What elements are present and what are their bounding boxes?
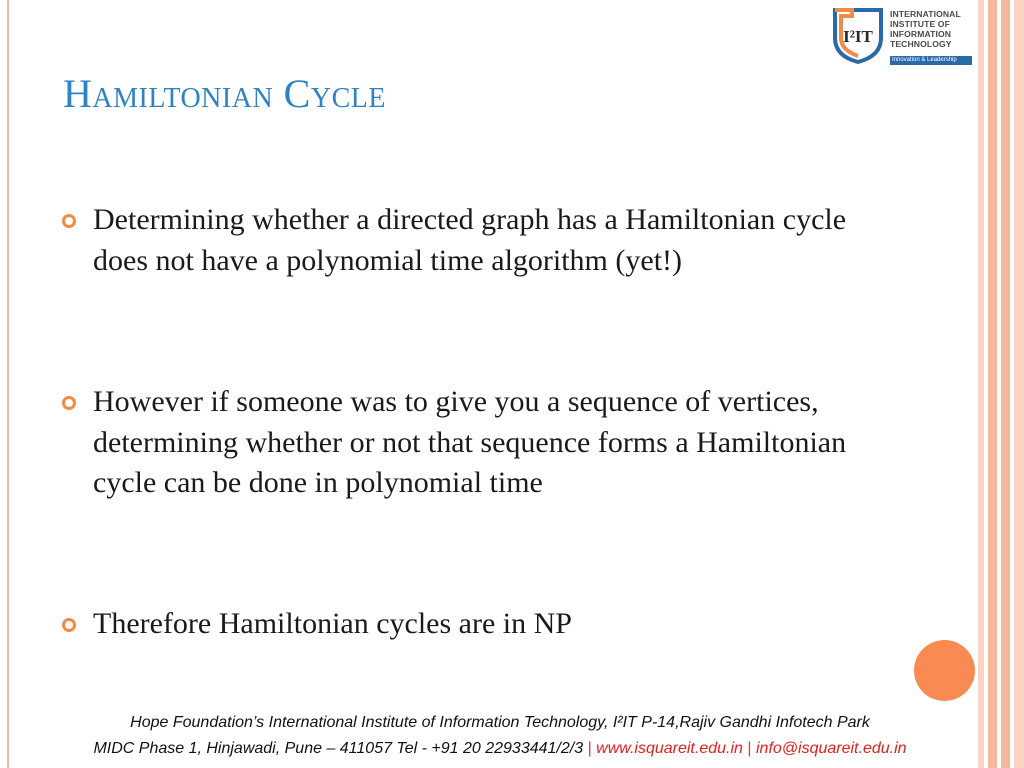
bullet-item xyxy=(62,200,862,281)
bullet-item xyxy=(62,382,862,504)
bullet-text: Determining whether a directed graph has a Hamiltonian cycle does not have a polynomial time algorithm (yet!) xyxy=(93,203,847,277)
bullet-ring-icon xyxy=(62,618,76,632)
i2it-logo xyxy=(832,8,974,68)
bullet-ring-icon xyxy=(62,396,76,410)
bullet-ring-icon xyxy=(62,214,76,228)
decorative-orange-circle xyxy=(914,640,975,701)
logo-institute-name: INTERNATIONAL INSTITUTE OF INFORMATION TECHNOLOGY xyxy=(890,9,961,49)
i2it-logo-mark xyxy=(832,8,884,64)
footer-address-line-1: Hope Foundation’s International Institute of Information Technology, I²IT P-14,Rajiv Gandhi Infotech Park xyxy=(130,714,870,731)
svg-text:I²IT: I²IT xyxy=(843,27,873,46)
slide-title: Hamiltonian Cycle xyxy=(63,71,386,116)
footer-address: MIDC Phase 1, Hinjawadi, Pune – 411057 Tel - +91 20 22933441/2/3 xyxy=(93,740,584,757)
logo-tagline: Innovation & Leadership xyxy=(890,56,972,65)
bullet-text: However if someone was to give you a sequence of vertices, determining whether or not that sequence forms a Hamiltonian cycle can be done in polynomial time xyxy=(93,385,847,499)
footer-address-line-2 xyxy=(0,740,1000,758)
footer-website-link[interactable]: www.isquareit.edu.in xyxy=(596,740,743,757)
left-border-line xyxy=(7,0,9,768)
footer-separator: | xyxy=(587,740,592,757)
footer-email-link[interactable]: info@isquareit.edu.in xyxy=(755,740,907,757)
bullet-item xyxy=(62,604,572,645)
footer-separator: | xyxy=(747,740,752,757)
bullet-text: Therefore Hamiltonian cycles are in NP xyxy=(93,607,572,640)
right-decorative-stripes xyxy=(978,0,1024,768)
